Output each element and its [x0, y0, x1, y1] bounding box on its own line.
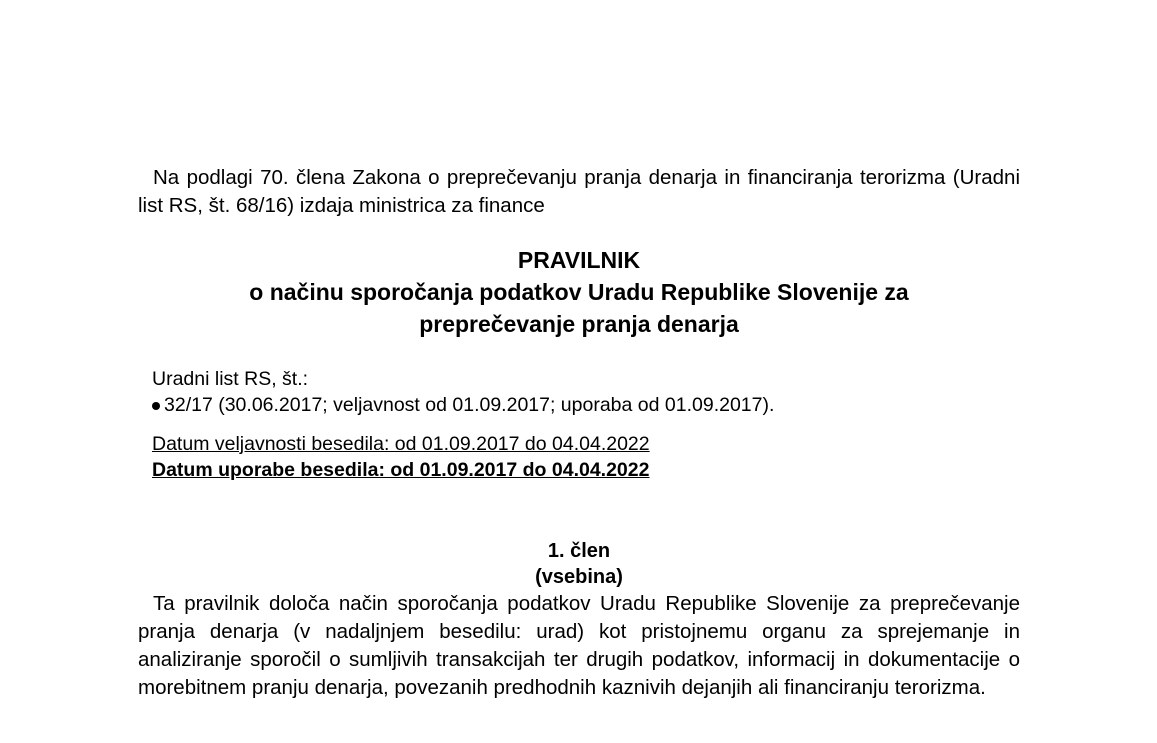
document-subtitle-line-1: o načinu sporočanja podatkov Uradu Republike Slovenije za	[249, 279, 909, 305]
gazette-entry[interactable]	[152, 392, 774, 418]
gazette-label: Uradni list RS, št.:	[152, 368, 309, 390]
gazette-entry-text: 32/17 (30.06.2017; veljavnost od 01.09.2017; uporaba od 01.09.2017).	[164, 394, 775, 416]
validity-date-link[interactable]: Datum veljavnosti besedila: od 01.09.2017 do 04.04.2022	[152, 433, 650, 455]
article-number: 1. člen	[547, 540, 611, 562]
bullet-icon	[152, 402, 160, 410]
article-body: Ta pravilnik določa način sporočanja podatkov Uradu Republike Slovenije za preprečevanje pranja denarja (v nadaljnjem besedilu: urad) kot pristojnemu organu za sprejemanje in analiziranje sporočil o sumljivih transakcijah ter drugih podatkov, informacij in dokumentacije o morebitnem pranju denarja, povezanih predhodnih kaznivih dejanjih ali financiranju terorizma.	[138, 592, 1020, 699]
article-heading: (vsebina)	[535, 566, 623, 588]
document-subtitle-line-2: preprečevanje pranja denarja	[419, 311, 739, 337]
intro-paragraph: Na podlagi 70. člena Zakona o preprečevanju pranja denarja in financiranja terorizma (Uradni list RS, št. 68/16) izdaja ministrica za finance	[138, 166, 1020, 217]
application-date-link[interactable]: Datum uporabe besedila: od 01.09.2017 do 04.04.2022	[152, 459, 650, 481]
document-title: PRAVILNIK	[517, 247, 641, 273]
